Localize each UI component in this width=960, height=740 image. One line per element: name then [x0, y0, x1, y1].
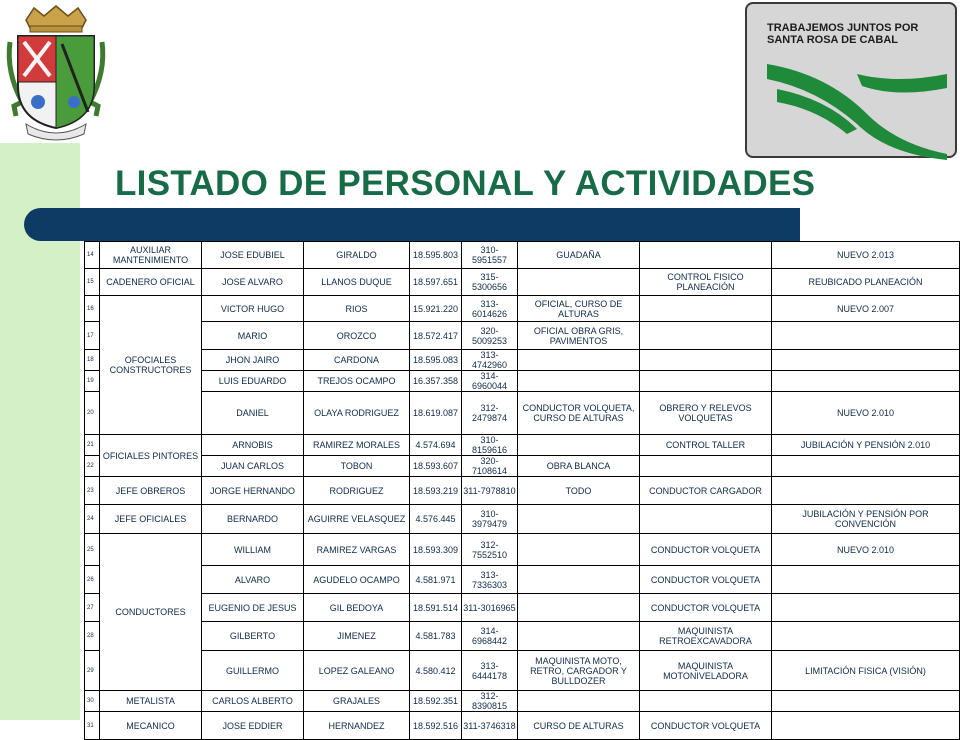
row-number: 31 [85, 712, 100, 740]
page-title: LISTADO DE PERSONAL Y ACTIVIDADES [115, 164, 816, 203]
actividad-cell [518, 691, 640, 712]
actividad2-cell [640, 371, 772, 392]
nombre-cell: ARNOBIS [202, 435, 304, 456]
telefono-cell: 313-4742960 [462, 350, 518, 371]
nombre-cell: GILBERTO [202, 622, 304, 651]
nombre-cell: JORGE HERNANDO [202, 477, 304, 505]
table-row [85, 350, 960, 371]
nombre-cell: EUGENIO DE JESUS [202, 594, 304, 622]
table-row [85, 322, 960, 350]
apellido-cell: RODRIGUEZ [304, 477, 410, 505]
cedula-cell: 18.597.651 [410, 269, 462, 296]
apellido-cell: TREJOS OCAMPO [304, 371, 410, 392]
observacion-cell: NUEVO 2.007 [772, 296, 960, 322]
observacion-cell [772, 322, 960, 350]
row-number: 20 [85, 392, 100, 435]
row-number: 19 [85, 371, 100, 392]
observacion-cell [772, 371, 960, 392]
telefono-cell: 311-3016965 [462, 594, 518, 622]
telefono-cell: 312-2479874 [462, 392, 518, 435]
row-number: 29 [85, 651, 100, 691]
cargo-cell: MECANICO [100, 712, 202, 740]
cedula-cell: 4.576.445 [410, 505, 462, 534]
table-row [85, 712, 960, 740]
actividad2-cell [640, 691, 772, 712]
actividad2-cell: OBRERO Y RELEVOS VOLQUETAS [640, 392, 772, 435]
nombre-cell: JOSE ALVARO [202, 269, 304, 296]
table-row [85, 477, 960, 505]
apellido-cell: JIMENEZ [304, 622, 410, 651]
observacion-cell [772, 566, 960, 594]
apellido-cell: RIOS [304, 296, 410, 322]
nombre-cell: LUIS EDUARDO [202, 371, 304, 392]
actividad2-cell [640, 350, 772, 371]
actividad-cell: OBRA BLANCA [518, 456, 640, 477]
nombre-cell: VICTOR HUGO [202, 296, 304, 322]
actividad-cell [518, 566, 640, 594]
telefono-cell: 310-5951557 [462, 242, 518, 269]
cedula-cell: 16.357.358 [410, 371, 462, 392]
actividad2-cell: CONDUCTOR VOLQUETA [640, 712, 772, 740]
apellido-cell: RAMIREZ VARGAS [304, 534, 410, 566]
actividad-cell [518, 622, 640, 651]
telefono-cell: 320-5009253 [462, 322, 518, 350]
cedula-cell: 18.595.803 [410, 242, 462, 269]
telefono-cell: 314-6968442 [462, 622, 518, 651]
table-row [85, 371, 960, 392]
nombre-cell: WILLIAM [202, 534, 304, 566]
telefono-cell: 312-7552510 [462, 534, 518, 566]
actividad-cell: MAQUINISTA MOTO, RETRO, CARGADOR Y BULLDOZER [518, 651, 640, 691]
municipal-crest-logo [4, 2, 108, 142]
table-row [85, 566, 960, 594]
table-row [85, 534, 960, 566]
table-row [85, 456, 960, 477]
observacion-cell [772, 350, 960, 371]
apellido-cell: GIL BEDOYA [304, 594, 410, 622]
cedula-cell: 18.593.219 [410, 477, 462, 505]
row-number: 28 [85, 622, 100, 651]
actividad2-cell [640, 322, 772, 350]
telefono-cell: 310-8159616 [462, 435, 518, 456]
row-number: 24 [85, 505, 100, 534]
row-number: 30 [85, 691, 100, 712]
actividad2-cell: CONDUCTOR VOLQUETA [640, 594, 772, 622]
row-number: 17 [85, 322, 100, 350]
actividad2-cell: MAQUINISTA MOTONIVELADORA [640, 651, 772, 691]
nombre-cell: BERNARDO [202, 505, 304, 534]
apellido-cell: HERNANDEZ [304, 712, 410, 740]
apellido-cell: GRAJALES [304, 691, 410, 712]
row-number: 26 [85, 566, 100, 594]
telefono-cell: 313-6014626 [462, 296, 518, 322]
observacion-cell: JUBILACIÓN Y PENSIÓN 2.010 [772, 435, 960, 456]
cedula-cell: 4.580.412 [410, 651, 462, 691]
cedula-cell: 18.591.514 [410, 594, 462, 622]
actividad2-cell [640, 505, 772, 534]
actividad2-cell: CONTROL TALLER [640, 435, 772, 456]
apellido-cell: OLAYA RODRIGUEZ [304, 392, 410, 435]
observacion-cell [772, 594, 960, 622]
actividad2-cell: CONTROL FISICO PLANEACIÓN [640, 269, 772, 296]
actividad-cell [518, 435, 640, 456]
actividad-cell: TODO [518, 477, 640, 505]
apellido-cell: TOBON [304, 456, 410, 477]
cedula-cell: 4.574.694 [410, 435, 462, 456]
cargo-cell: OFOCIALES CONSTRUCTORES [100, 296, 202, 435]
apellido-cell: CARDONA [304, 350, 410, 371]
cedula-cell: 18.592.351 [410, 691, 462, 712]
observacion-cell: NUEVO 2.010 [772, 392, 960, 435]
cedula-cell: 18.593.607 [410, 456, 462, 477]
observacion-cell [772, 691, 960, 712]
row-number: 14 [85, 242, 100, 269]
apellido-cell: AGUIRRE VELASQUEZ [304, 505, 410, 534]
nombre-cell: JUAN CARLOS [202, 456, 304, 477]
cedula-cell: 4.581.783 [410, 622, 462, 651]
cedula-cell: 15.921.220 [410, 296, 462, 322]
observacion-cell [772, 712, 960, 740]
actividad-cell: CONDUCTOR VOLQUETA, CURSO DE ALTURAS [518, 392, 640, 435]
table-row [85, 296, 960, 322]
cargo-cell: AUXILIAR MANTENIMIENTO [100, 242, 202, 269]
apellido-cell: LOPEZ GALEANO [304, 651, 410, 691]
actividad-cell [518, 350, 640, 371]
nombre-cell: MARIO [202, 322, 304, 350]
nombre-cell: ALVARO [202, 566, 304, 594]
logo-text: TRABAJEMOS JUNTOS POR SANTA ROSA DE CABAL [767, 22, 919, 46]
telefono-cell: 313-7336303 [462, 566, 518, 594]
title-underline-bar [24, 208, 800, 241]
actividad-cell: OFICIAL OBRA GRIS, PAVIMENTOS [518, 322, 640, 350]
observacion-cell [772, 456, 960, 477]
actividad2-cell: CONDUCTOR CARGADOR [640, 477, 772, 505]
observacion-cell: LIMITACIÓN FISICA (VISIÓN) [772, 651, 960, 691]
table-row [85, 392, 960, 435]
observacion-cell [772, 477, 960, 505]
cargo-cell: CONDUCTORES [100, 534, 202, 691]
table-row [85, 622, 960, 651]
actividad-cell [518, 534, 640, 566]
row-number: 18 [85, 350, 100, 371]
actividad2-cell: CONDUCTOR VOLQUETA [640, 566, 772, 594]
telefono-cell: 314-6960044 [462, 371, 518, 392]
slogan-logo [745, 2, 957, 158]
cargo-cell: OFICIALES PINTORES [100, 435, 202, 477]
wave-swoosh-icon [747, 4, 959, 160]
row-number: 16 [85, 296, 100, 322]
actividad-cell [518, 269, 640, 296]
nombre-cell: JOSE EDUBIEL [202, 242, 304, 269]
telefono-cell: 320-7108614 [462, 456, 518, 477]
table-row [85, 505, 960, 534]
row-number: 21 [85, 435, 100, 456]
nombre-cell: DANIEL [202, 392, 304, 435]
table-row [85, 435, 960, 456]
cedula-cell: 18.592.516 [410, 712, 462, 740]
observacion-cell: REUBICADO PLANEACIÓN [772, 269, 960, 296]
cedula-cell: 18.593.309 [410, 534, 462, 566]
observacion-cell [772, 622, 960, 651]
row-number: 25 [85, 534, 100, 566]
apellido-cell: GIRALDO [304, 242, 410, 269]
observacion-cell: NUEVO 2.013 [772, 242, 960, 269]
observacion-cell: NUEVO 2.010 [772, 534, 960, 566]
nombre-cell: GUILLERMO [202, 651, 304, 691]
actividad-cell: OFICIAL, CURSO DE ALTURAS [518, 296, 640, 322]
cedula-cell: 4.581.971 [410, 566, 462, 594]
cargo-cell: JEFE OBREROS [100, 477, 202, 505]
actividad2-cell: CONDUCTOR VOLQUETA [640, 534, 772, 566]
apellido-cell: RAMIREZ MORALES [304, 435, 410, 456]
nombre-cell: CARLOS ALBERTO [202, 691, 304, 712]
actividad-cell [518, 371, 640, 392]
table-row [85, 651, 960, 691]
telefono-cell: 315-5300656 [462, 269, 518, 296]
row-number: 22 [85, 456, 100, 477]
actividad2-cell [640, 296, 772, 322]
cedula-cell: 18.595.083 [410, 350, 462, 371]
personnel-table [84, 241, 960, 740]
observacion-cell: JUBILACIÓN Y PENSIÓN POR CONVENCIÓN [772, 505, 960, 534]
apellido-cell: AGUDELO OCAMPO [304, 566, 410, 594]
cargo-cell: JEFE OFICIALES [100, 505, 202, 534]
table-row [85, 691, 960, 712]
cargo-cell: METALISTA [100, 691, 202, 712]
table-row [85, 594, 960, 622]
table-row [85, 242, 960, 269]
telefono-cell: 312-8390815 [462, 691, 518, 712]
apellido-cell: OROZCO [304, 322, 410, 350]
telefono-cell: 313-6444178 [462, 651, 518, 691]
table-row [85, 269, 960, 296]
actividad2-cell [640, 242, 772, 269]
actividad-cell: GUADAÑA [518, 242, 640, 269]
actividad-cell [518, 594, 640, 622]
nombre-cell: JHON JAIRO [202, 350, 304, 371]
row-number: 27 [85, 594, 100, 622]
row-number: 23 [85, 477, 100, 505]
actividad2-cell: MAQUINISTA RETROEXCAVADORA [640, 622, 772, 651]
actividad-cell: CURSO DE ALTURAS [518, 712, 640, 740]
cedula-cell: 18.619.087 [410, 392, 462, 435]
telefono-cell: 310-3979479 [462, 505, 518, 534]
actividad-cell [518, 505, 640, 534]
row-number: 15 [85, 269, 100, 296]
nombre-cell: JOSE EDDIER [202, 712, 304, 740]
apellido-cell: LLANOS DUQUE [304, 269, 410, 296]
cedula-cell: 18.572.417 [410, 322, 462, 350]
cargo-cell: CADENERO OFICIAL [100, 269, 202, 296]
telefono-cell: 311-3746318 [462, 712, 518, 740]
telefono-cell: 311-7978810 [462, 477, 518, 505]
actividad2-cell [640, 456, 772, 477]
